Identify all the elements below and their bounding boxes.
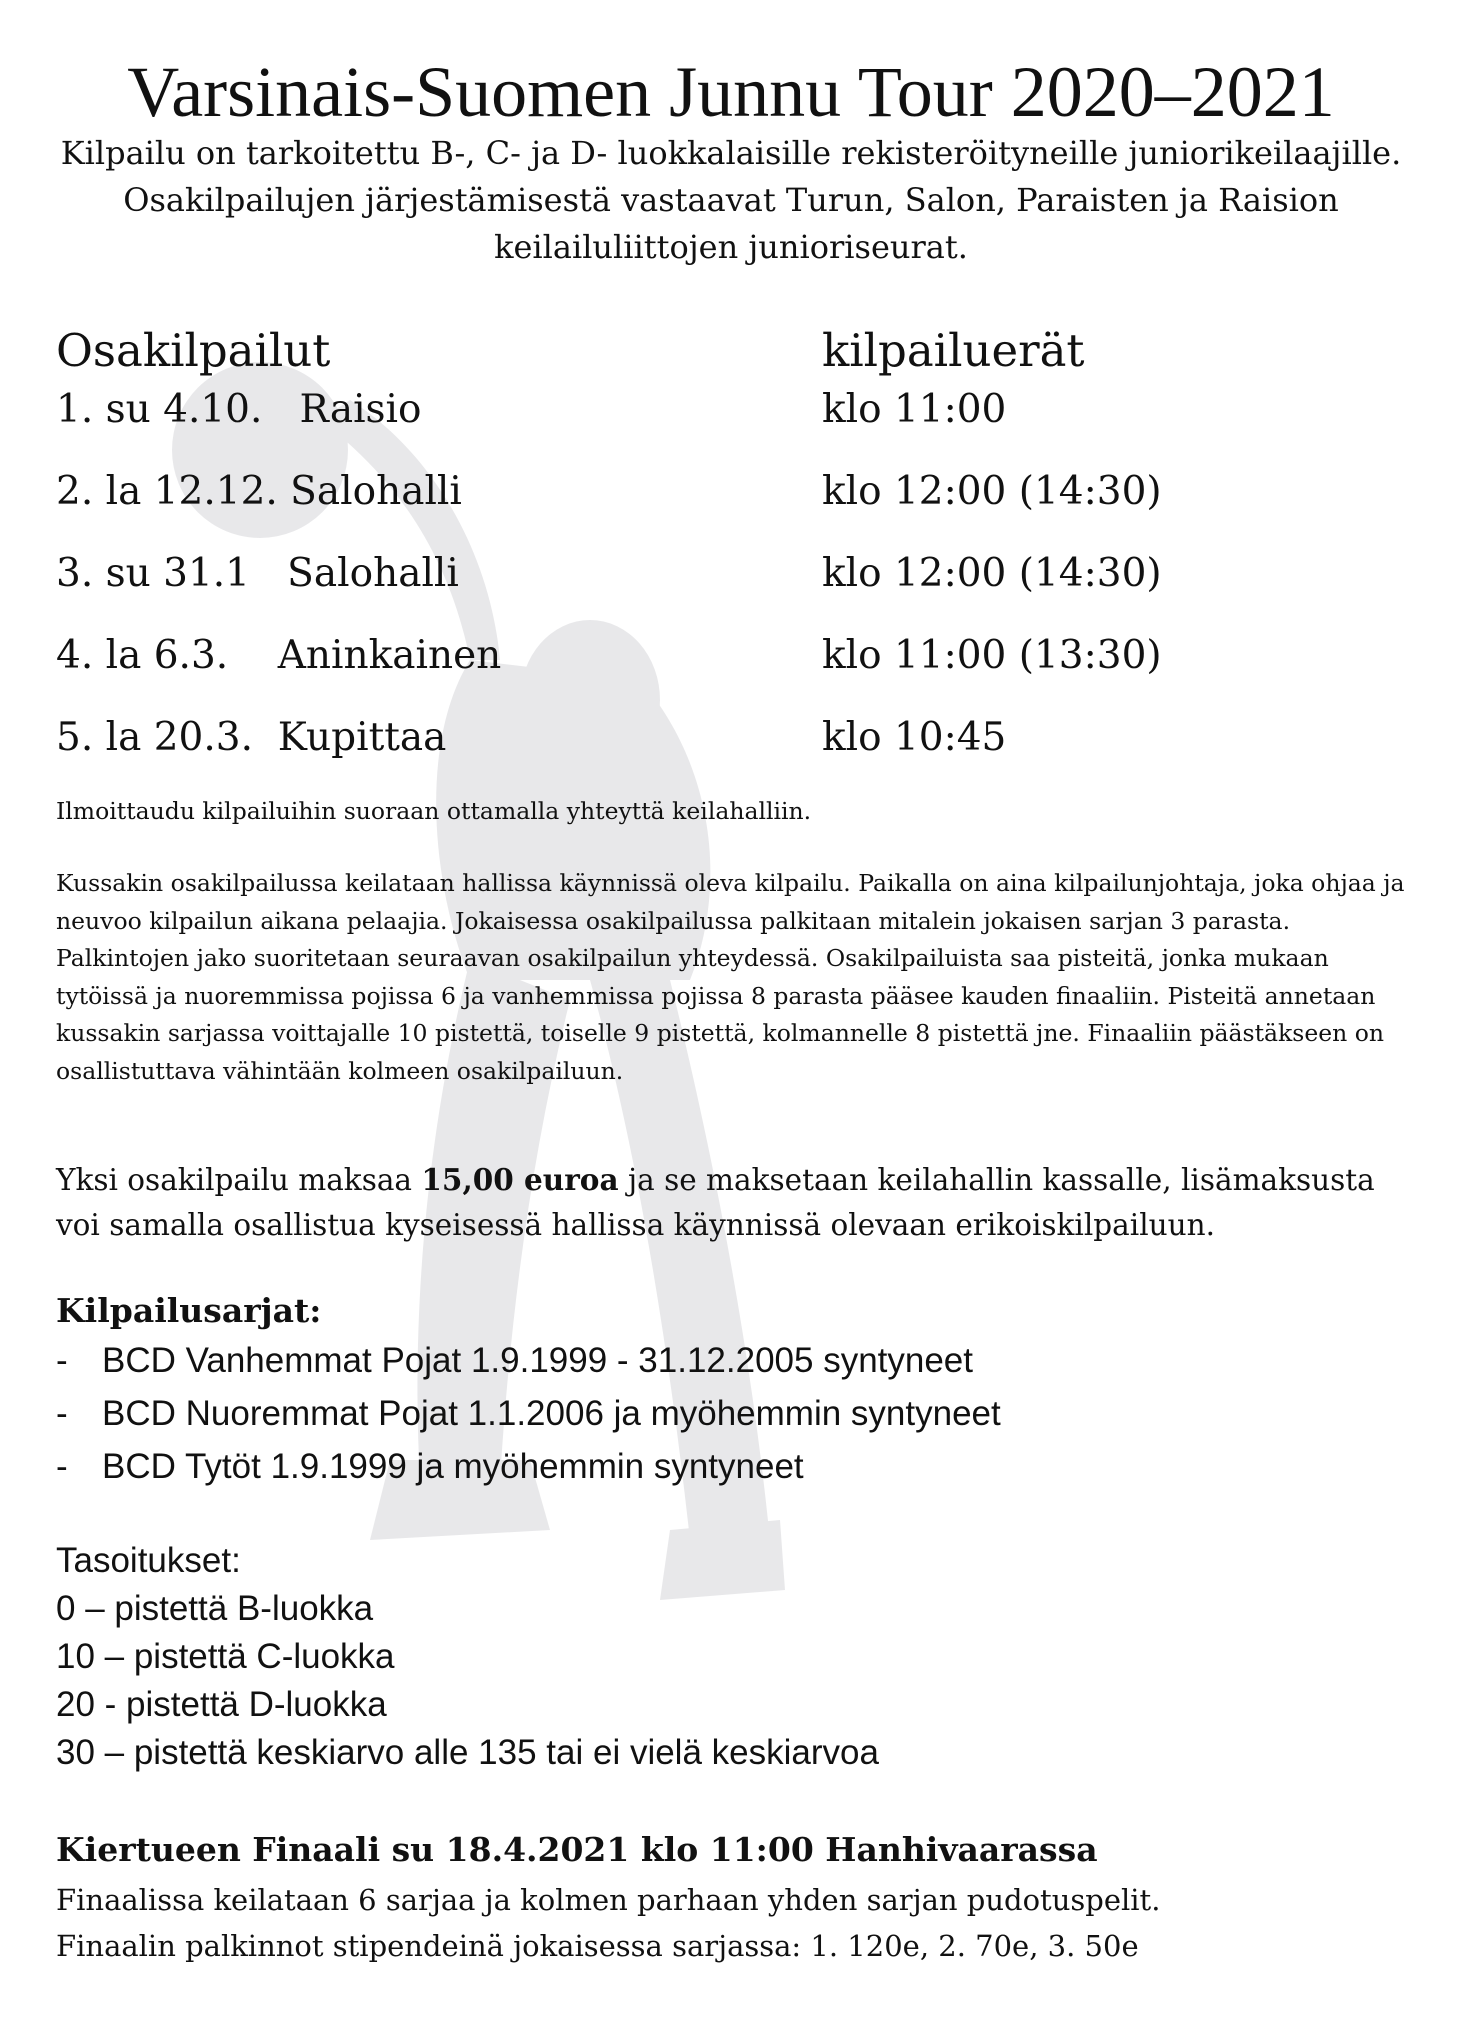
- fee-amount: 15,00 euroa: [421, 1162, 619, 1197]
- schedule-event-5: 5. la 20.3. Kupittaa: [56, 715, 447, 760]
- series-dash: -: [56, 1394, 68, 1433]
- fee-text: [56, 1157, 1426, 1248]
- schedule-event-4: 4. la 6.3. Aninkainen: [56, 633, 502, 678]
- schedule-time-3: klo 12:00 (14:30): [822, 551, 1162, 596]
- schedule-time-1: klo 11:00: [822, 387, 1007, 432]
- series-item-1: [56, 1335, 973, 1387]
- series-label: BCD Tytöt 1.9.1999 ja myöhemmin syntyneet: [102, 1447, 804, 1486]
- schedule-event-1: 1. su 4.10. Raisio: [56, 387, 422, 432]
- handicap-item-4: 30 – pistettä keskiarvo alle 135 tai ei vielä keskiarvoa: [56, 1733, 879, 1772]
- rules-text: Kussakin osakilpailussa keilataan hallissa käynnissä oleva kilpailu. Paikalla on aina kilpailunjohtaja, joka ohjaa ja neuvoo kilpailun aikana pelaajia. Jokaisessa osakilpailussa palkitaan mitalein jokaisen sarjan 3 parasta. Palkintojen jako suoritetaan seuraavan osakilpailun yhteydessä. Osakilpailuista saa pisteitä, jonka mukaan tytöissä ja nuoremmissa pojissa 6 ja vanhemmissa pojissa 8 parasta pääsee kauden finaaliin. Pisteitä annetaan kussakin sarjassa voittajalle 10 pistettä, toiselle 9 pistettä, kolmannelle 8 pistettä jne. Finaaliin päästäkseen on osallistuttava vähintään kolmeen osakilpailuun.: [56, 869, 1405, 1085]
- fee-text-after: ja se maksetaan keilahallin kassalle, lisämaksusta voi samalla osallistua kyseisessä hallissa käynnissä olevaan erikoiskilpailuun.: [56, 1163, 1375, 1242]
- schedule-time-5: klo 10:45: [822, 715, 1007, 760]
- handicap-item-1: 0 – pistettä B-luokka: [56, 1589, 374, 1628]
- signup-text: Ilmoittaudu kilpailuihin suoraan ottamalla yhteyttä keilahalliin.: [56, 797, 812, 825]
- handicap-item-2: 10 – pistettä C-luokka: [56, 1637, 395, 1676]
- series-item-2: [56, 1388, 1001, 1440]
- page-title: Varsinais-Suomen Junnu Tour 2020–2021: [127, 52, 1335, 132]
- final-heading: Kiertueen Finaali su 18.4.2021 klo 11:00 Hanhivaarassa: [56, 1830, 1098, 1869]
- handicap-item-3: 20 - pistettä D-luokka: [56, 1685, 387, 1724]
- schedule-time-2: klo 12:00 (14:30): [822, 469, 1162, 514]
- series-label: BCD Nuoremmat Pojat 1.1.2006 ja myöhemmin syntyneet: [102, 1394, 1001, 1433]
- series-label: BCD Vanhemmat Pojat 1.9.1999 - 31.12.2005 syntyneet: [102, 1341, 974, 1380]
- schedule-event-3: 3. su 31.1 Salohalli: [56, 551, 459, 596]
- series-dash: -: [56, 1341, 68, 1380]
- final-line-1: Finaalissa keilataan 6 sarjaa ja kolmen parhaan yhden sarjan pudotuspelit.: [56, 1883, 1161, 1917]
- handicaps-heading: Tasoitukset:: [56, 1541, 241, 1580]
- series-dash: -: [56, 1447, 68, 1486]
- series-item-3: [56, 1441, 804, 1493]
- schedule-left-heading: Osakilpailut: [56, 324, 331, 377]
- fee-text-before: Yksi osakilpailu maksaa: [56, 1163, 422, 1197]
- schedule-time-4: klo 11:00 (13:30): [822, 633, 1162, 678]
- intro-text: Kilpailu on tarkoitettu B-, C- ja D- luokkalaisille rekisteröityneille juniorikeilaajille. Osakilpailujen järjestämisestä vastaavat Turun, Salon, Paraisten ja Raision keilailuliittojen junioriseurat.: [60, 134, 1402, 266]
- final-line-2: Finaalin palkinnot stipendeinä jokaisessa sarjassa: 1. 120e, 2. 70e, 3. 50e: [56, 1929, 1139, 1963]
- schedule-event-2: 2. la 12.12. Salohalli: [56, 469, 462, 514]
- schedule-right-heading: kilpailuerät: [822, 324, 1085, 377]
- series-heading: Kilpailusarjat:: [56, 1291, 322, 1330]
